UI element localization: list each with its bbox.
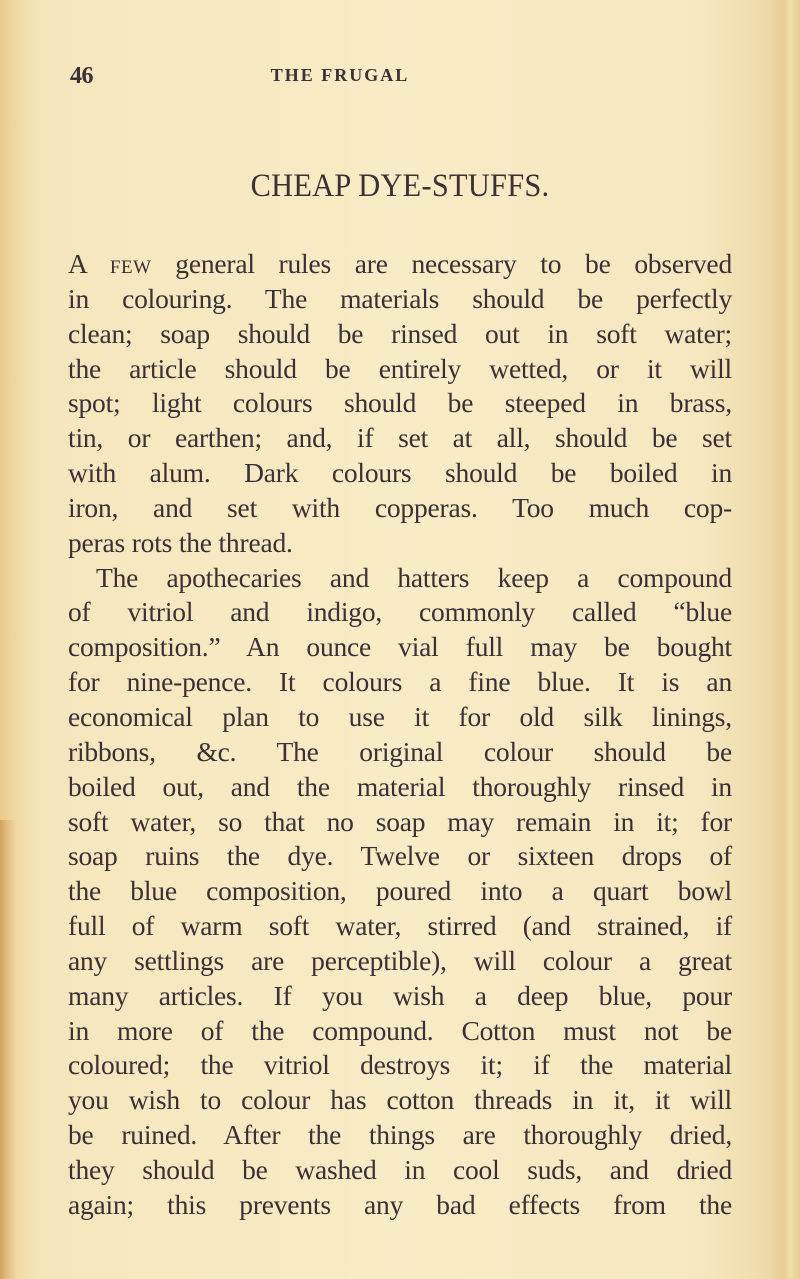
text-line: for nine-pence. It colours a fine blue. It is an xyxy=(68,666,732,698)
text-line: the article should be entirely wetted, or it will xyxy=(68,352,732,384)
page-edge-stain xyxy=(0,820,16,1279)
text-line: A few general rules are necessary to be observed xyxy=(68,248,732,279)
running-title: THE FRUGAL xyxy=(270,65,410,85)
text-line: iron, and set with copperas. Too much cop- xyxy=(68,491,732,523)
page-gutter-shadow xyxy=(770,0,800,1279)
page-number: 46 xyxy=(70,63,93,89)
text-line: ribbons, &c. The original colour should be xyxy=(68,735,732,767)
text-line-paragraph-start: The apothecaries and hatters keep a compound xyxy=(96,561,732,593)
chapter-title: CHEAP DYE-STUFFS. xyxy=(250,168,550,204)
text-line: any settlings are perceptible), will colour a great xyxy=(68,944,732,976)
text-line: many articles. If you wish a deep blue, pour xyxy=(68,979,732,1011)
text-line: peras rots the thread. xyxy=(68,526,293,558)
text-line: the blue composition, poured into a quart bowl xyxy=(68,875,732,907)
text-line: with alum. Dark colours should be boiled in xyxy=(68,457,732,489)
text-line: coloured; the vitriol destroys it; if the material xyxy=(68,1049,732,1081)
running-head xyxy=(70,63,710,93)
text-line: again; this prevents any bad effects from the xyxy=(68,1188,732,1220)
text-line: soap ruins the dye. Twelve or sixteen drops of xyxy=(68,840,732,872)
text-line: you wish to colour has cotton threads in it, it will xyxy=(68,1084,732,1116)
body-text xyxy=(68,247,732,1223)
text-line: economical plan to use it for old silk linings, xyxy=(68,700,732,732)
text-line: composition.” An ounce vial full may be bought xyxy=(68,631,732,663)
text-line: full of warm soft water, stirred (and strained, if xyxy=(68,910,732,942)
text-line: they should be washed in cool suds, and dried xyxy=(68,1153,732,1185)
text-line: boiled out, and the material thoroughly rinsed in xyxy=(68,770,732,802)
text-line: spot; light colours should be steeped in brass, xyxy=(68,387,732,419)
text-line: clean; soap should be rinsed out in soft water; xyxy=(68,317,732,349)
text-line: in colouring. The materials should be perfectly xyxy=(68,282,732,314)
text-line: in more of the compound. Cotton must not be xyxy=(68,1014,732,1046)
text-line: of vitriol and indigo, commonly called “blue xyxy=(68,596,732,628)
text-line: tin, or earthen; and, if set at all, should be set xyxy=(68,422,732,454)
drop-word: A xyxy=(68,248,87,279)
text-line: soft water, so that no soap may remain in it; for xyxy=(68,805,732,837)
text-line: be ruined. After the things are thoroughly dried, xyxy=(68,1119,732,1151)
smallcaps-word: few xyxy=(109,248,152,279)
